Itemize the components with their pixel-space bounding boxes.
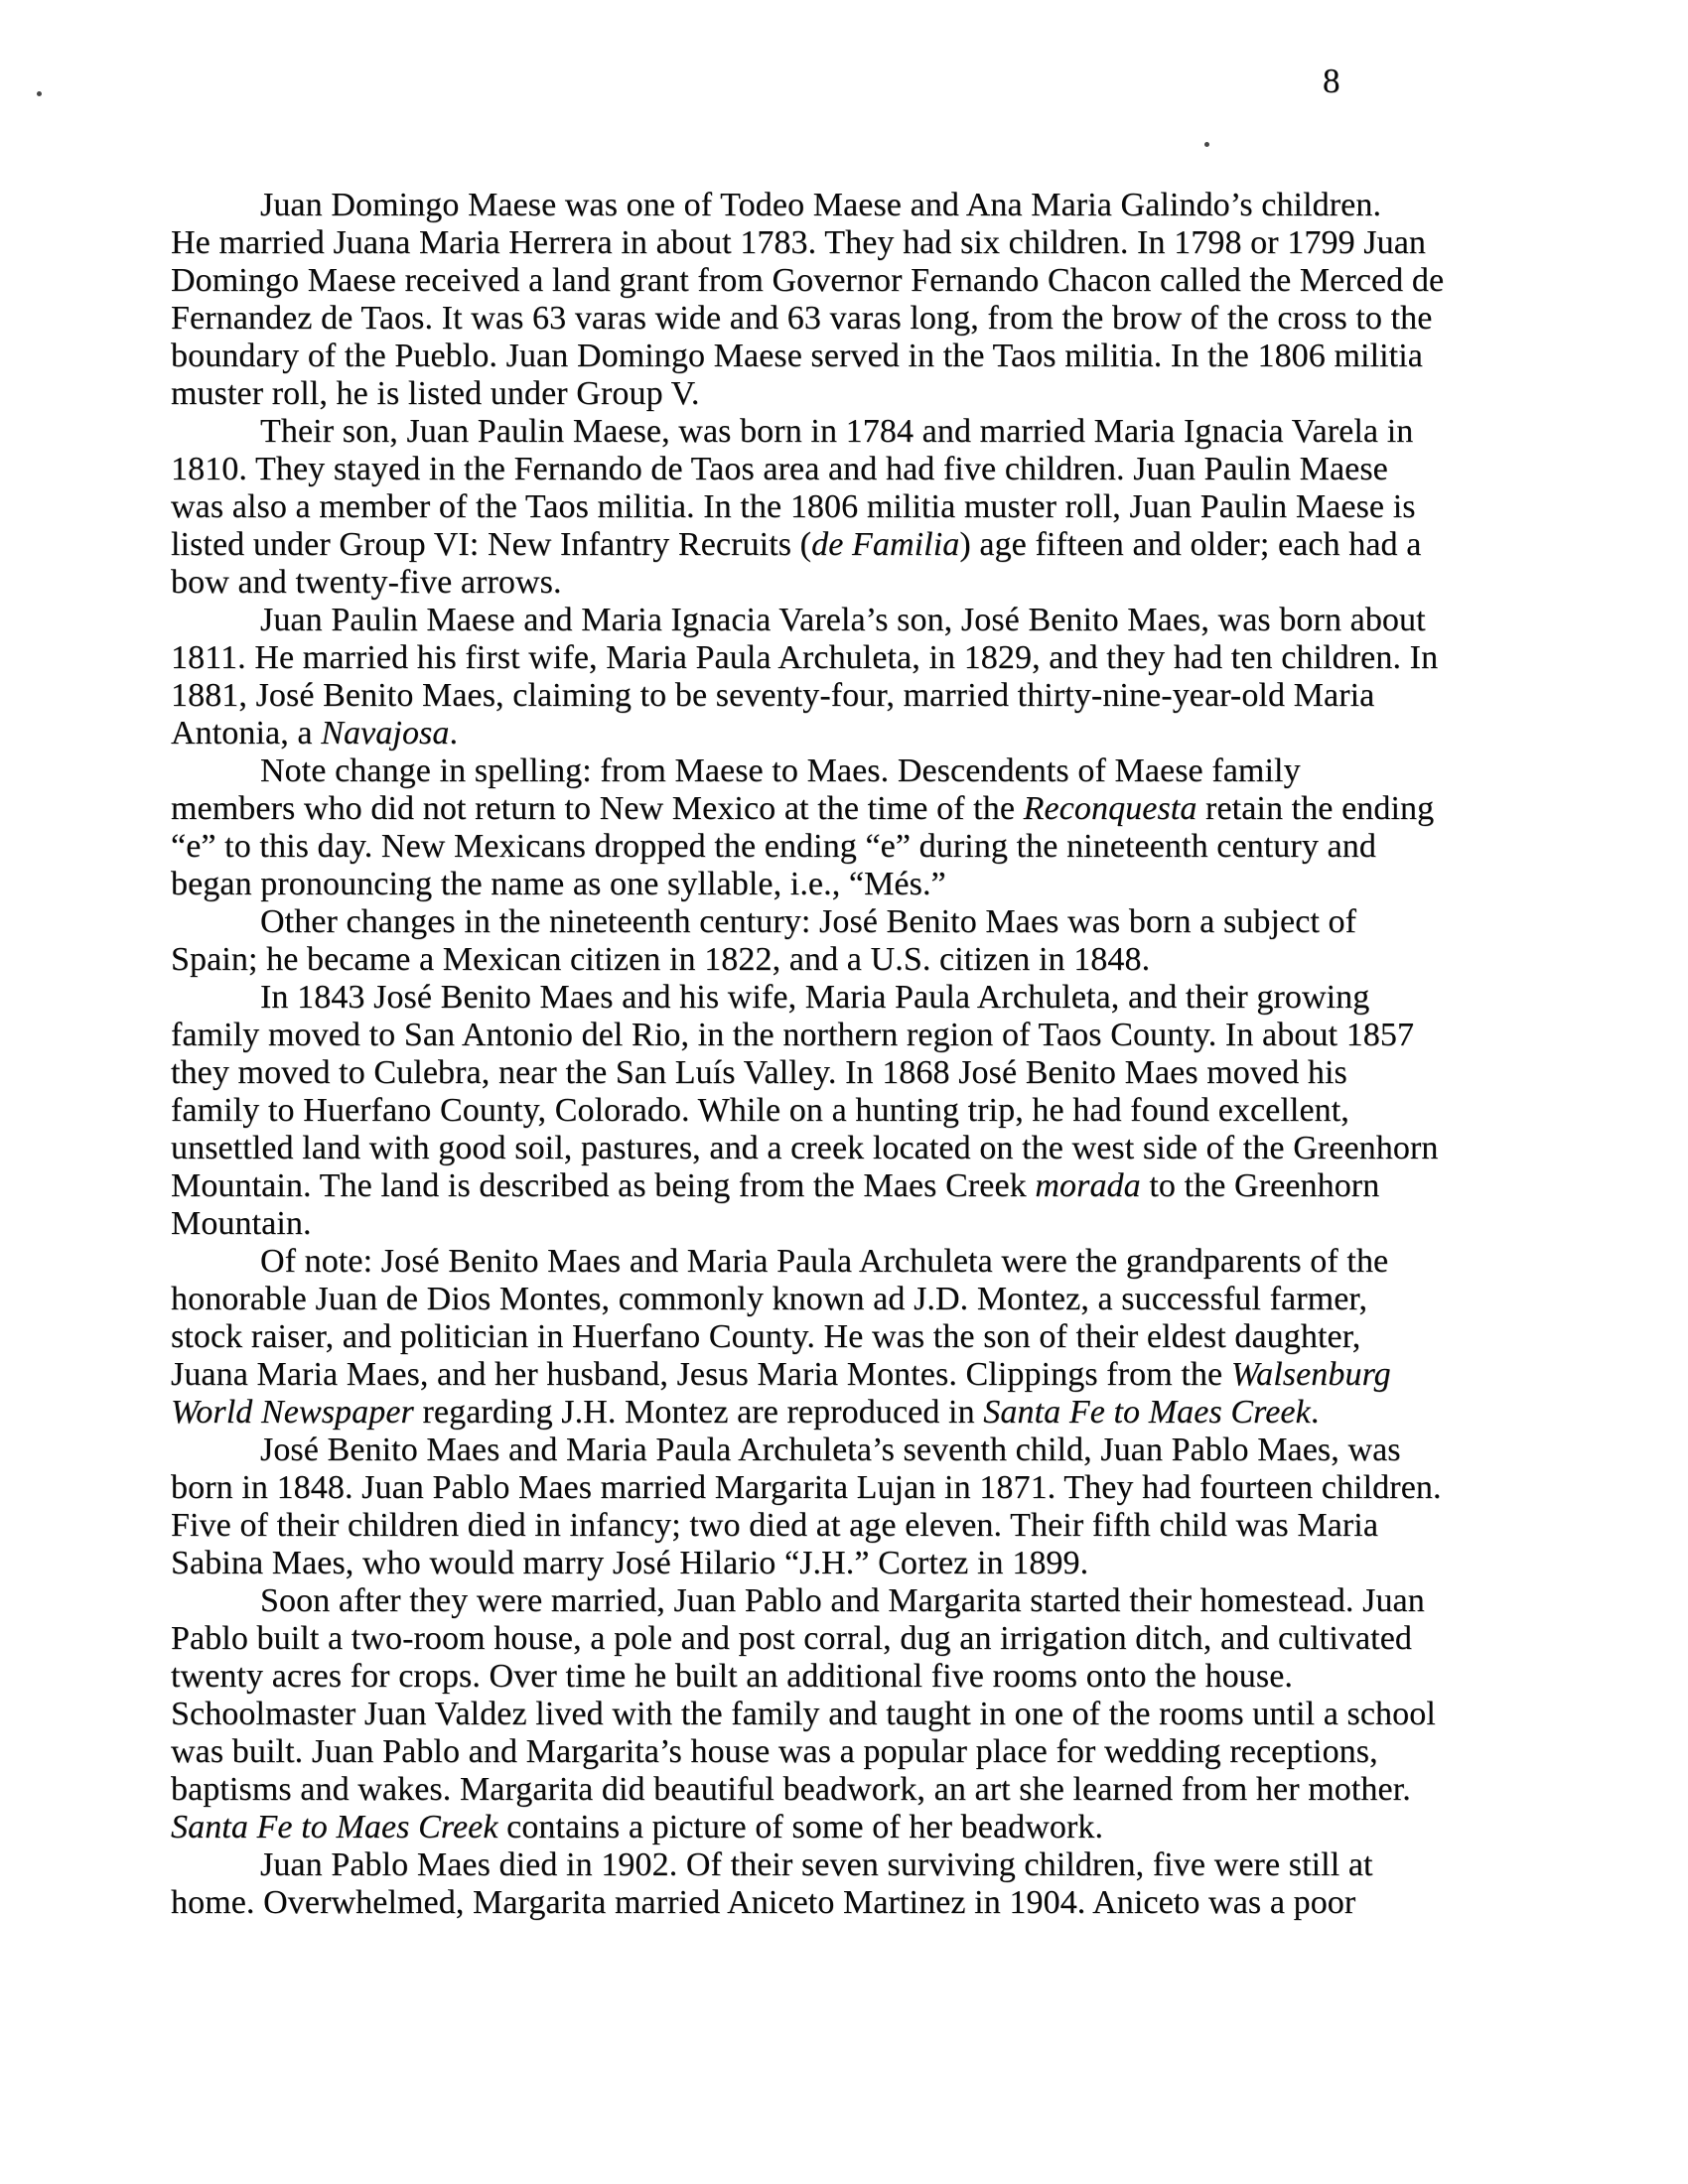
text-line: unsettled land with good soil, pastures, and a creek located on the west side of the Greenhorn [171, 1130, 1439, 1166]
text-line: was built. Juan Pablo and Margarita’s house was a popular place for wedding receptions, [171, 1733, 1378, 1770]
text-line: World Newspaper regarding J.H. Montez are reproduced in Santa Fe to Maes Creek. [171, 1394, 1320, 1431]
text-line: José Benito Maes and Maria Paula Archuleta’s seventh child, Juan Pablo Maes, was [260, 1432, 1401, 1468]
text-line: Spain; he became a Mexican citizen in 1822, and a U.S. citizen in 1848. [171, 941, 1151, 978]
text-line: members who did not return to New Mexico at the time of the Reconquesta retain the ending [171, 790, 1435, 827]
text-line: Juan Pablo Maes died in 1902. Of their seven surviving children, five were still at [260, 1846, 1373, 1883]
text-line: 1881, José Benito Maes, claiming to be seventy-four, married thirty-nine-year-old Maria [171, 677, 1375, 714]
text-line: Schoolmaster Juan Valdez lived with the family and taught in one of the rooms until a school [171, 1696, 1436, 1732]
text-line: bow and twenty-five arrows. [171, 564, 562, 601]
text-line: 1810. They stayed in the Fernando de Taos area and had five children. Juan Paulin Maese [171, 451, 1388, 487]
text-line: Domingo Maese received a land grant from Governor Fernando Chacon called the Merced de [171, 262, 1445, 299]
text-line: Juan Domingo Maese was one of Todeo Maese and Ana Maria Galindo’s children. [260, 187, 1382, 223]
text-line: Mountain. [171, 1205, 312, 1242]
text-line: stock raiser, and politician in Huerfano County. He was the son of their eldest daughter, [171, 1318, 1361, 1355]
text-line: honorable Juan de Dios Montes, commonly known ad J.D. Montez, a successful farmer, [171, 1281, 1368, 1317]
text-line: born in 1848. Juan Pablo Maes married Margarita Lujan in 1871. They had fourteen children. [171, 1469, 1442, 1506]
text-line: twenty acres for crops. Over time he built an additional five rooms onto the house. [171, 1658, 1294, 1695]
text-line: Santa Fe to Maes Creek contains a picture of some of her beadwork. [171, 1809, 1104, 1845]
text-line: home. Overwhelmed, Margarita married Aniceto Martinez in 1904. Aniceto was a poor [171, 1884, 1356, 1921]
text-line: was also a member of the Taos militia. In the 1806 militia muster roll, Juan Paulin Maese is [171, 488, 1416, 525]
page-number: 8 [1323, 62, 1340, 100]
text-line: Of note: José Benito Maes and Maria Paula Archuleta were the grandparents of the [260, 1243, 1389, 1280]
text-line: Pablo built a two-room house, a pole and post corral, dug an irrigation ditch, and cultivated [171, 1620, 1413, 1657]
text-line: Fernandez de Taos. It was 63 varas wide and 63 varas long, from the brow of the cross to the [171, 300, 1433, 337]
text-line: family to Huerfano County, Colorado. While on a hunting trip, he had found excellent, [171, 1092, 1349, 1129]
text-line: boundary of the Pueblo. Juan Domingo Maese served in the Taos militia. In the 1806 militia [171, 338, 1423, 374]
scan-speck [1204, 142, 1209, 147]
text-line: began pronouncing the name as one syllable, i.e., “Més.” [171, 866, 946, 902]
text-line: Five of their children died in infancy; two died at age eleven. Their fifth child was Maria [171, 1507, 1379, 1544]
text-line: Note change in spelling: from Maese to Maes. Descendents of Maese family [260, 752, 1301, 789]
text-line: 1811. He married his first wife, Maria Paula Archuleta, in 1829, and they had ten children. In [171, 639, 1439, 676]
text-line: “e” to this day. New Mexicans dropped the ending “e” during the nineteenth century and [171, 828, 1376, 865]
text-line: Juan Paulin Maese and Maria Ignacia Varela’s son, José Benito Maes, was born about [260, 602, 1426, 638]
text-line: Sabina Maes, who would marry José Hilario “J.H.” Cortez in 1899. [171, 1545, 1089, 1581]
text-line: Other changes in the nineteenth century: José Benito Maes was born a subject of [260, 903, 1357, 940]
text-line: muster roll, he is listed under Group V. [171, 375, 700, 412]
text-line: In 1843 José Benito Maes and his wife, Maria Paula Archuleta, and their growing [260, 979, 1370, 1016]
text-line: Mountain. The land is described as being from the Maes Creek morada to the Greenhorn [171, 1167, 1380, 1204]
text-line: family moved to San Antonio del Rio, in the northern region of Taos County. In about 1857 [171, 1017, 1415, 1053]
text-line: they moved to Culebra, near the San Luís Valley. In 1868 José Benito Maes moved his [171, 1054, 1347, 1091]
text-line: He married Juana Maria Herrera in about 1783. They had six children. In 1798 or 1799 Juan [171, 224, 1427, 261]
text-line: Antonia, a Navajosa. [171, 715, 459, 751]
text-line: Their son, Juan Paulin Maese, was born in 1784 and married Maria Ignacia Varela in [260, 413, 1414, 450]
text-line: baptisms and wakes. Margarita did beautiful beadwork, an art she learned from her mother. [171, 1771, 1411, 1808]
text-line: Soon after they were married, Juan Pablo and Margarita started their homestead. Juan [260, 1582, 1425, 1619]
scan-speck [37, 91, 42, 96]
text-line: Juana Maria Maes, and her husband, Jesus Maria Montes. Clippings from the Walsenburg [171, 1356, 1391, 1393]
text-line: listed under Group VI: New Infantry Recruits (de Familia) age fifteen and older; each had a [171, 526, 1422, 563]
document-text [171, 187, 1496, 1922]
